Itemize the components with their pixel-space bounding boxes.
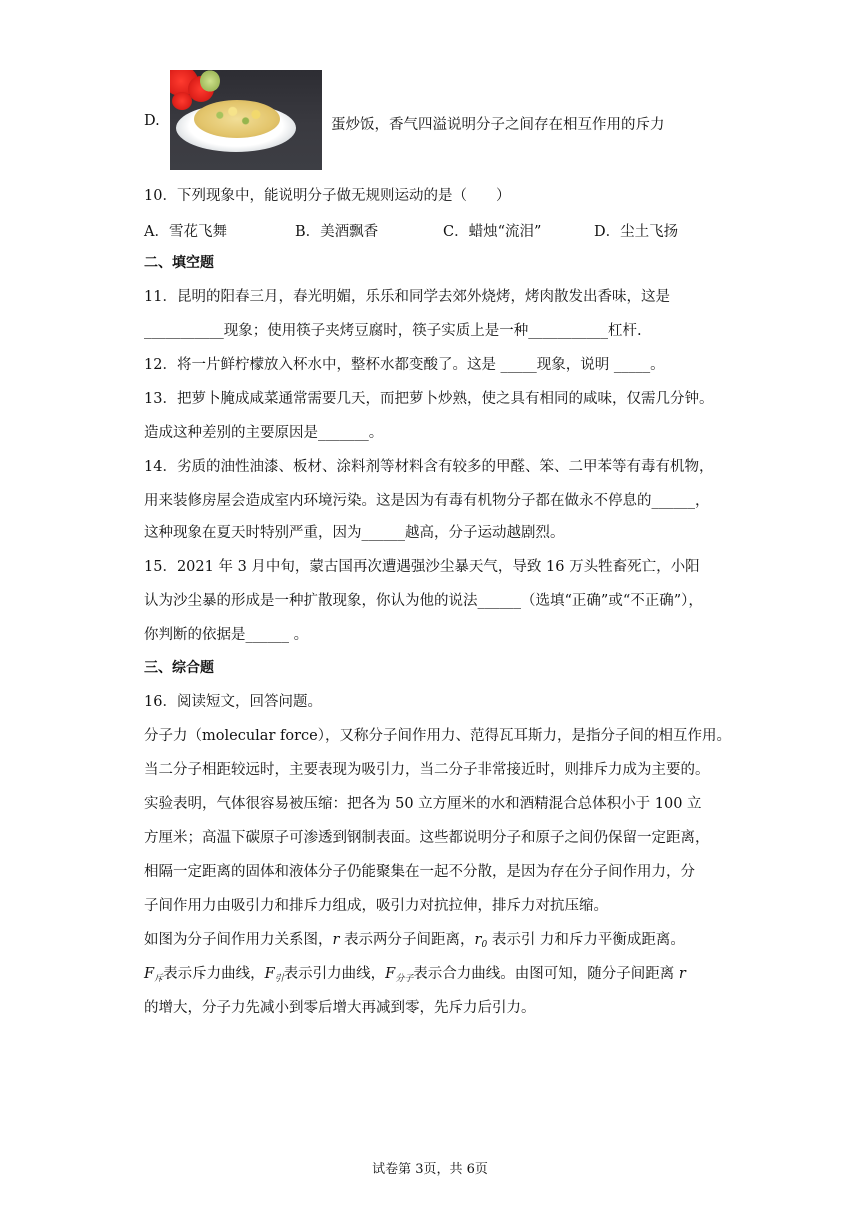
option-d-letter: D. <box>144 113 160 129</box>
q16-figure-description-line-3: 的增大，分子力先减小到零后增大再减到零，先斥力后引力。 <box>144 1000 536 1016</box>
q10-option-c: C．蜡烛“流泪” <box>443 224 542 240</box>
q12-line-1: 12．将一片鲜柠檬放入杯水中，整杯水都变酸了。这是 _____现象，说明 _____。 <box>144 357 665 373</box>
q14-line-2: 用来装修房屋会造成室内环境污染。这是因为有毒有机物分子都在做永不停息的______， <box>144 493 710 509</box>
symbol-f-repulsive: F <box>144 966 155 982</box>
red-flower-decoration <box>172 92 192 110</box>
q16-figure-description-line-1: 如图为分子间作用力关系图，r 表示两分子间距离，$r_0$ 表示引 力和斥力平衡成距离。 <box>144 932 685 950</box>
q15-line-2: 认为沙尘暴的形成是一种扩散现象，你认为他的说法______（选填“正确”或“不正确”）， <box>144 593 703 609</box>
q11-line-2: ___________现象；使用筷子夹烤豆腐时，筷子实质上是一种___________杠杆. <box>144 323 642 339</box>
fried-rice-photo <box>170 70 322 170</box>
option-d-text: 蛋炒饭，香气四溢说明分子之间存在相互作用的斥力 <box>331 117 665 133</box>
q15-line-3: 你判断的依据是______ 。 <box>144 627 309 643</box>
q16-paragraph-line: 当二分子相距较远时，主要表现为吸引力，当二分子非常接近时，则排斥力成为主要的。 <box>144 762 710 778</box>
q11-line-1: 11．昆明的阳春三月，春光明媚，乐乐和同学去郊外烧烤，烤肉散发出香味，这是 <box>144 289 670 305</box>
q14-line-3: 这种现象在夏天时特别严重，因为______越高，分子运动越剧烈。 <box>144 525 565 541</box>
symbol-r: r <box>678 966 686 982</box>
symbol-r0: r <box>474 932 482 948</box>
section-fill-in-title: 二、填空题 <box>144 255 214 271</box>
q16-paragraph-line: 方厘米；高温下碳原子可渗透到钢制表面。这些都说明分子和原子之间仍保留一定距离， <box>144 830 710 846</box>
q14-line-1: 14．劣质的油性油漆、板材、涂料剂等材料含有较多的甲醛、笨、二甲苯等有毒有机物， <box>144 459 714 475</box>
q16-paragraph-line: 子间作用力由吸引力和排斥力组成，吸引力对抗拉伸，排斥力对抗压缩。 <box>144 898 608 914</box>
symbol-r: r <box>332 932 340 948</box>
q16-paragraph-line: 分子力（molecular force），又称分子间作用力、范得瓦耳斯力，是指分子间的相互作用。 <box>144 728 731 744</box>
q10-option-d: D．尘土飞扬 <box>594 224 679 240</box>
q10-option-b: B．美酒飘香 <box>295 224 379 240</box>
fried-rice <box>194 100 280 138</box>
q16-paragraph-line: 相隔一定距离的固体和液体分子仍能聚集在一起不分散，是因为存在分子间作用力，分 <box>144 864 695 880</box>
q16-figure-description-line-2: $F_斥$表示斥力曲线，$F_引$表示引力曲线，$F_{分子}$表示合力曲线。由图可知，随分子间距离 r <box>144 966 686 984</box>
q16-stem: 16．阅读短文，回答问题。 <box>144 694 322 710</box>
q13-line-2: 造成这种差别的主要原因是_______。 <box>144 425 384 441</box>
q16-paragraph-line: 实验表明，气体很容易被压缩：把各为 50 立方厘米的水和酒精混合总体积小于 100 立 <box>144 796 702 812</box>
symbol-f-molecular: F <box>385 966 396 982</box>
green-leaf-decoration <box>200 70 220 92</box>
symbol-f-attractive: F <box>264 966 275 982</box>
section-comprehensive-title: 三、综合题 <box>144 660 214 676</box>
q10-option-a: A．雪花飞舞 <box>144 224 227 240</box>
q13-line-1: 13．把萝卜腌成咸菜通常需要几天，而把萝卜炒熟，使之具有相同的咸味，仅需几分钟。 <box>144 391 714 407</box>
q15-line-1: 15．2021 年 3 月中旬，蒙古国再次遭遇强沙尘暴天气，导致 16 万头牲畜死亡，小阳 <box>144 559 700 575</box>
page-footer: 试卷第 3页，共 6页 <box>372 1162 488 1177</box>
q10-stem: 10．下列现象中，能说明分子做无规则运动的是（ ） <box>144 188 511 204</box>
